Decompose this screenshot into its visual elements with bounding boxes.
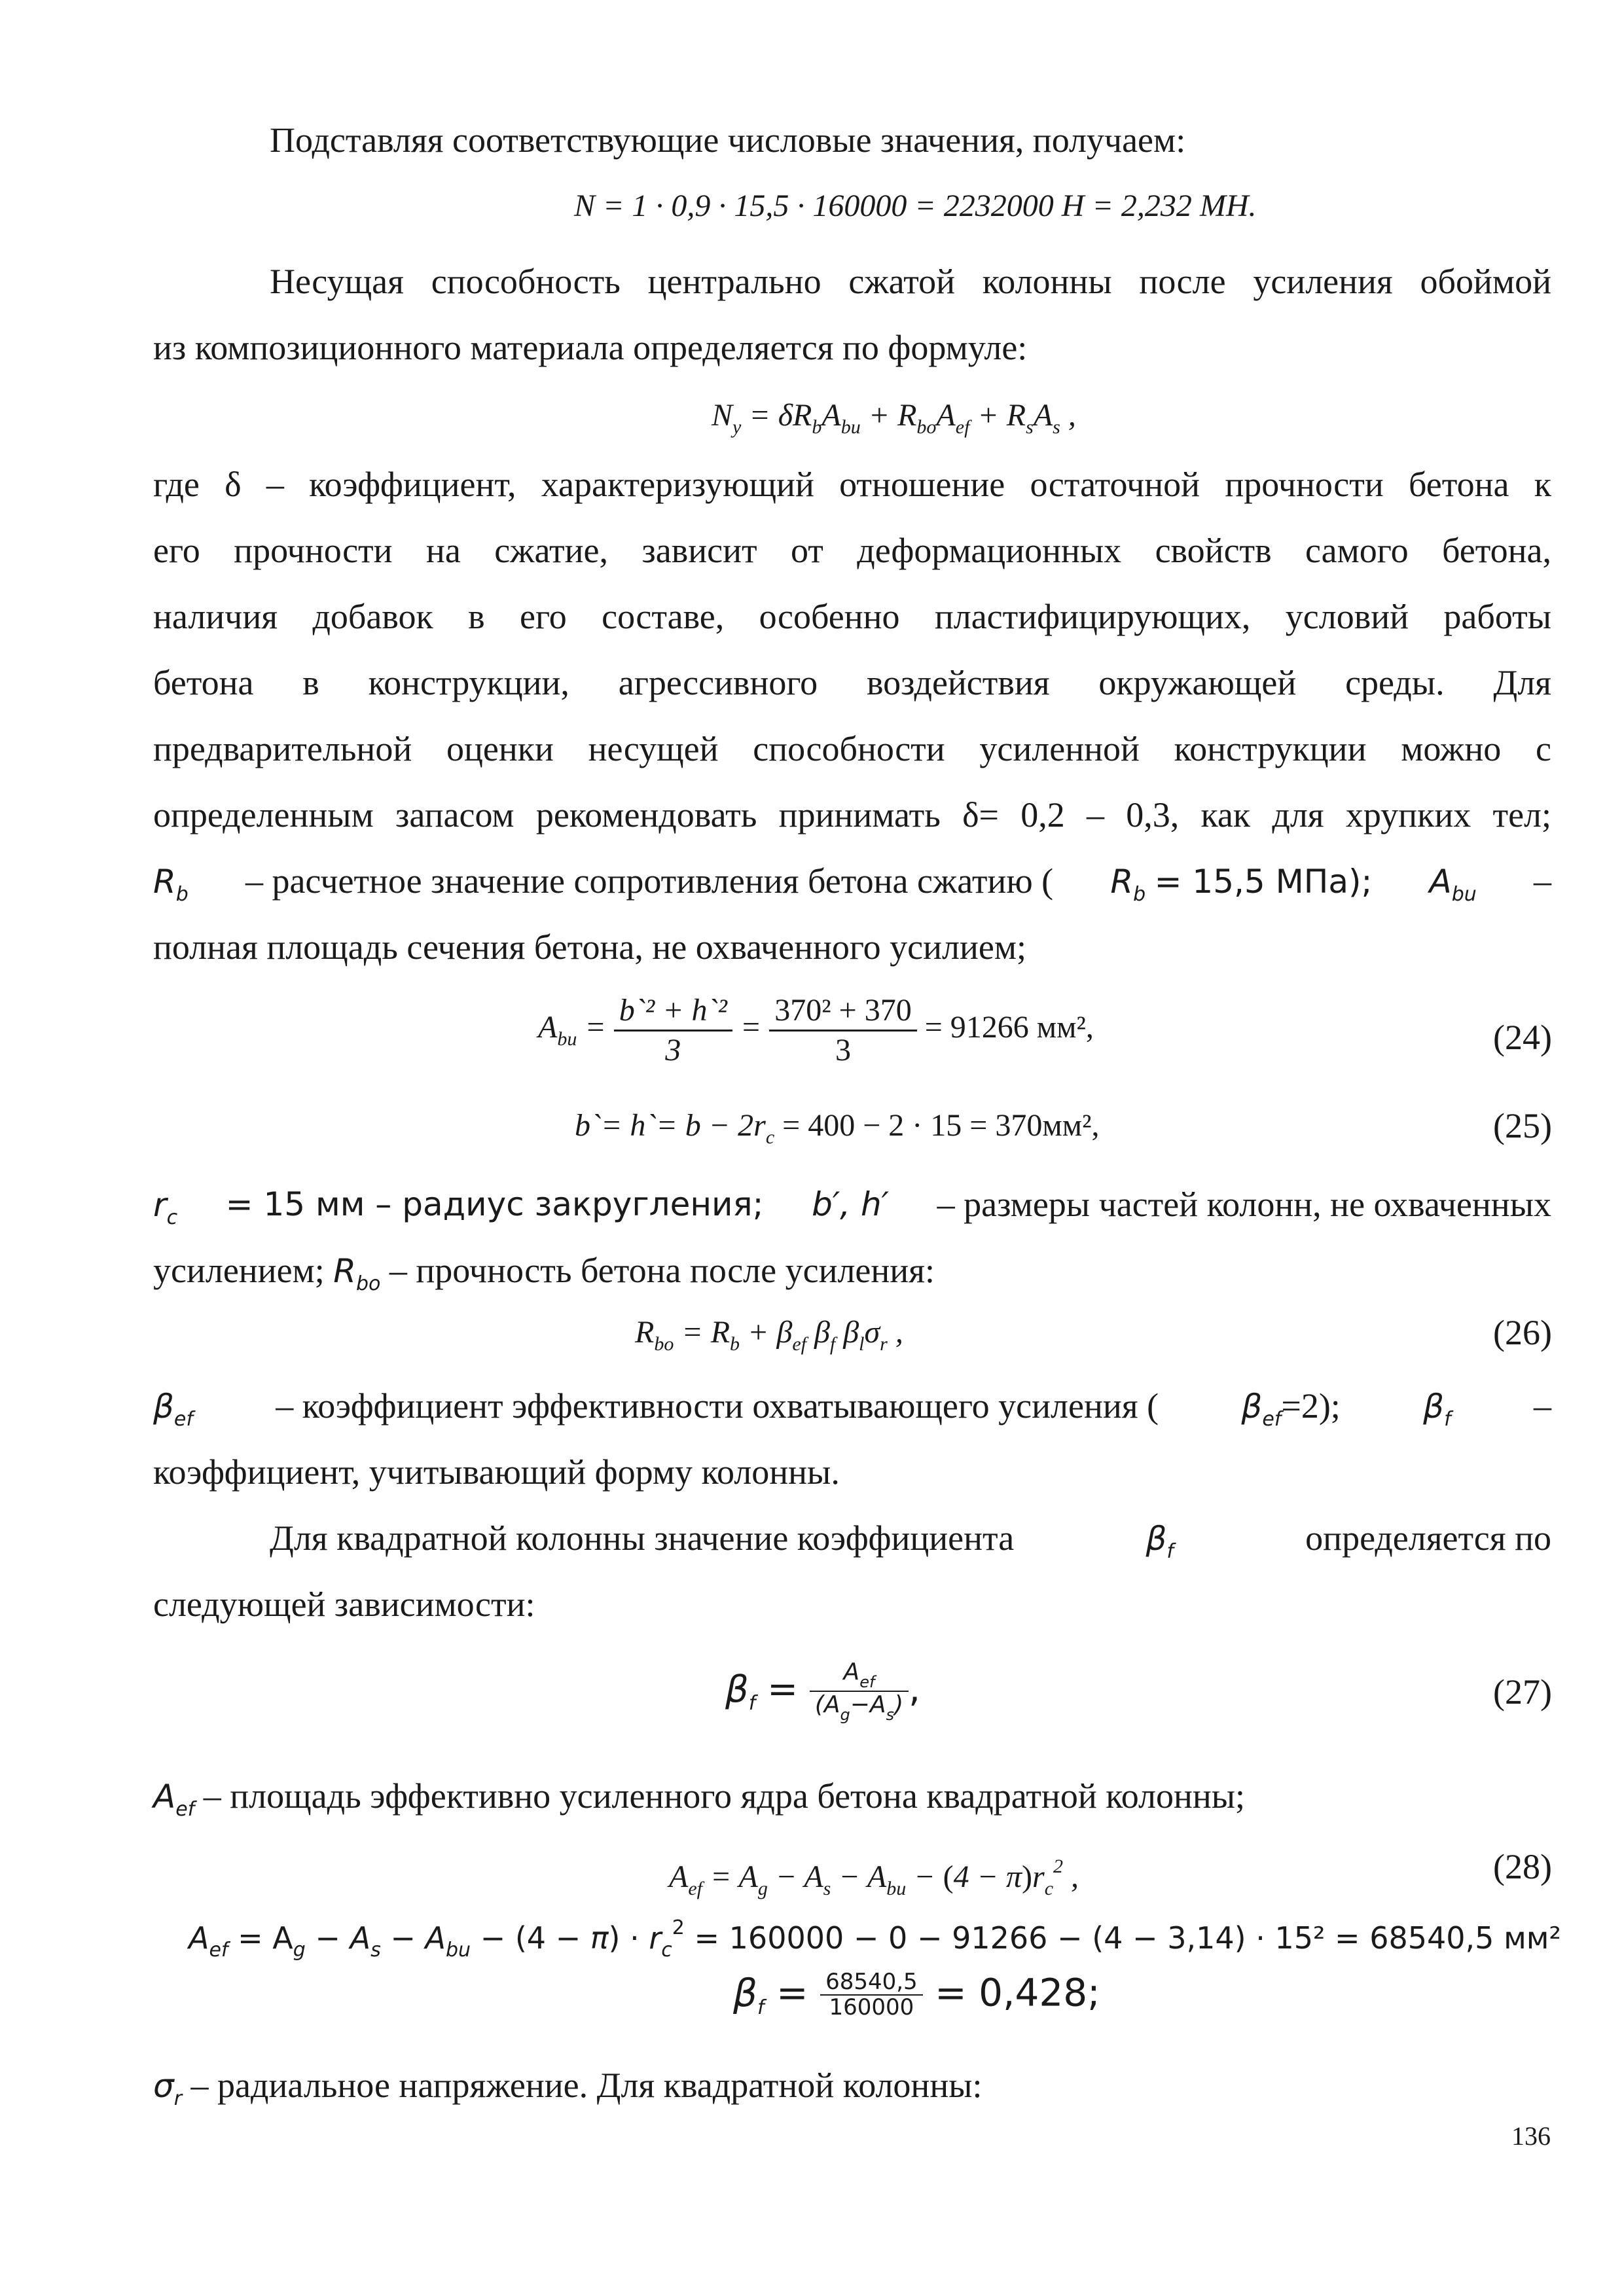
equation-number: (28) xyxy=(1493,1847,1552,1886)
paragraph-line: из композиционного материала определяется по формуле: xyxy=(153,328,1028,367)
equation-number: (27) xyxy=(1493,1672,1552,1712)
equation-28: $A_{ef} = A_g - A_s - A_{bu} - (4 - \pi)r_c^2$ , xyxy=(669,1856,1079,1899)
equation-ny: $N_y = \delta R_bA_{bu} + R_{bo}A_{ef} + R_sA_s$ , xyxy=(712,398,1076,438)
equation-beta-f-value: $\beta_f$ = $\frac{68540,5}{160000}$ = 0,428; xyxy=(733,1969,1100,2021)
equation-26: $R_{bo} = R_b + \beta_{ef}$ $\beta_f$ $\beta_l\sigma_r$ , xyxy=(635,1315,903,1355)
page-number: 136 xyxy=(1511,2121,1551,2151)
equation-number: (24) xyxy=(1493,1018,1552,1057)
paragraph-line: $A_{ef}$ – площадь эффективно усиленного ядра бетона квадратной колонны; xyxy=(153,1776,1246,1821)
paragraph-line: $R_b$ – расчетное значение сопротивления бетона сжатию ( $R_b = 15,5$ МПа); $A_{bu}$ – xyxy=(153,861,1551,906)
equation-25: b`= h`= $b - 2r_c = 400 - 2 \cdot 15 = 370мм^2$, xyxy=(575,1108,1100,1148)
paragraph-line: коэффициент, учитывающий форму колонны. xyxy=(153,1452,840,1492)
paragraph-line: $\sigma_r$ – радиальное напряжение. Для квадратной колонны: xyxy=(153,2066,983,2110)
paragraph-line: предварительной оценки несущей способности усиленной конструкции можно с xyxy=(153,729,1551,768)
paragraph-line: $r_c$ = 15 мм – радиус закругления; b′, h′ – размеры частей колонн, не охваченных xyxy=(153,1185,1551,1229)
paragraph-line: Несущая способность центрально сжатой колонны после усиления обоймой xyxy=(270,262,1551,301)
paragraph-line: Для квадратной колонны значение коэффициента $\beta_f$ определяется по xyxy=(270,1518,1551,1563)
paragraph-line: полная площадь сечения бетона, не охваченного усилием; xyxy=(153,927,1027,967)
paragraph-line: наличия добавок в его составе, особенно пластифицирующих, условий работы xyxy=(153,597,1551,636)
paragraph-line: бетона в конструкции, агрессивного воздействия окружающей среды. Для xyxy=(153,663,1551,702)
paragraph-line: Подставляя соответствующие числовые значения, получаем: xyxy=(270,120,1186,160)
equation-n: N = 1 · 0,9 · 15,5 · 160000 = 2232000 Н = 2,232 МН. xyxy=(574,188,1257,223)
paragraph-line: $\beta_{ef}$ – коэффициент эффективности охватывающего усиления ( $\beta_{ef}=2$); $\beta_f$ – xyxy=(153,1386,1551,1431)
equation-27: $\beta_f$ = $\frac{A_{ef}}{(A_g-A_s)}$ , xyxy=(725,1659,920,1725)
paragraph-line: определенным запасом рекомендовать принимать δ= 0,2 – 0,3, как для хрупких тел; xyxy=(153,795,1551,834)
equation-aef-calc: $A_{ef} = A_g - A_s - A_{bu} - (4 - \pi) \cdot r_c^2 = 160000 - 0 - 91266 - (4 - 3,14) \cdot 15^2 = 68540,5$ мм² xyxy=(189,1916,1561,1962)
equation-24: $A_{bu}$ = $\frac{\text{b`² + h`²}}{3}$ = $\frac{\text{370² + 370}}{3}$ = 91266 мм², xyxy=(538,993,1094,1067)
paragraph-line: его прочности на сжатие, зависит от деформационных свойств самого бетона, xyxy=(153,531,1551,570)
paragraph-line: следующей зависимости: xyxy=(153,1585,535,1624)
equation-number: (25) xyxy=(1493,1106,1552,1145)
paragraph-line: усилением; $R_{bo}$ – прочность бетона после усиления: xyxy=(153,1251,935,1295)
paragraph-line: где δ – коэффициент, характеризующий отношение остаточной прочности бетона к xyxy=(153,465,1551,504)
equation-number: (26) xyxy=(1493,1313,1552,1352)
